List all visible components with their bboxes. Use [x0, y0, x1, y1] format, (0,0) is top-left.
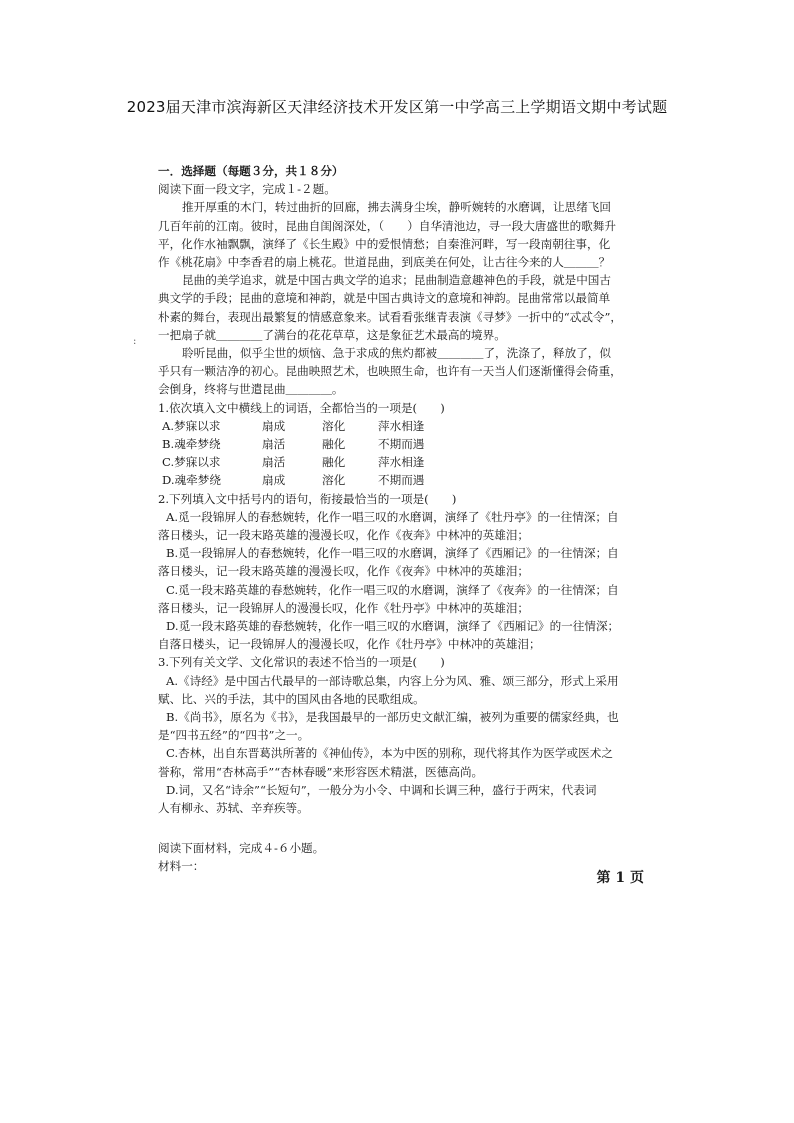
option-cell: 不期而遇 [378, 473, 425, 488]
question-2 [158, 490, 644, 654]
passage-line: 一把扇子就＿＿＿＿了满台的花花草草，这是象征艺术最高的境界。 [158, 327, 506, 342]
option-cell: 溶化 [322, 473, 346, 488]
option-cell: B.魂牵梦绕 [162, 437, 221, 452]
passage [158, 198, 644, 398]
option-cell: C.梦寐以求 [162, 455, 221, 470]
option-row-a [158, 417, 644, 435]
option-row-b [158, 435, 644, 453]
passage-line: 平，化作水袖飘飘，演绎了《长生殿》中的爱恨情愁；自秦淮河畔，写一段南朝往事，化 [158, 236, 611, 251]
reading-instruction-2: 阅读下面材料，完成４-６小题。 [158, 841, 325, 856]
option-cell: 萍水相逢 [378, 418, 425, 433]
option-row-d [158, 471, 644, 489]
passage-line: 昆曲的美学追求，就是中国古典文学的追求；昆曲制造意趣神色的手段，就是中国古 [182, 273, 611, 288]
question-stem: 2.下列填入文中括号内的语句，衔接最恰当的一项是( ) [158, 491, 457, 506]
material-label: 材料一： [158, 859, 205, 874]
passage-line: 乎只有一颗洁净的初心。昆曲映照艺术，也映照生命，也许有一天当人们逐渐懂得会倚重， [158, 364, 622, 379]
passage-line: 聆听昆曲，似乎尘世的烦恼、急于求成的焦灼都被＿＿＿＿了，洗涤了，释放了，似 [182, 346, 611, 361]
passage-line: 朴素的舞台，表现出最繁复的情感意象来。试看看张继青表演《寻梦》一折中的“忒忒令”， [158, 309, 623, 324]
option-line: 落日楼头，记一段末路英雄的漫漫长叹，化作《夜奔》中林冲的英雄泪； [158, 528, 530, 542]
option-row-c [158, 453, 644, 471]
question-1 [158, 399, 644, 490]
option-line: D.觅一段末路英雄的春愁婉转，化作一唱三叹的水磨调，演绎了《西厢记》的一往情深； [166, 619, 620, 634]
document-title: 2023届天津市滨海新区天津经济技术开发区第一中学高三上学期语文期中考试题 [126, 98, 668, 116]
option-line: D.词，又名“诗余”“长短句”，一般分为小令、中调和长调三种，盛行于两宋，代表词 [166, 782, 597, 797]
option-cell: 扇活 [262, 437, 286, 452]
section-heading: 一．选择题（每题３分，共１８分） [158, 164, 344, 178]
option-cell: D.魂牵梦绕 [162, 473, 221, 488]
spacer [158, 817, 644, 839]
passage-line: 作《桃花扇》中李香君的扇上桃花。世道昆曲，到底美在何处，让古往今来的人＿＿＿？ [158, 255, 611, 270]
exam-content [158, 162, 644, 876]
option-line: A.觅一段锦屏人的春愁婉转，化作一唱三叹的水磨调，演绎了《牡丹亭》的一往情深；自 [166, 509, 619, 524]
option-line: 是“四书五经”的“四书”之一。 [158, 728, 310, 743]
option-cell: 融化 [322, 437, 346, 452]
option-line: 誉称，常用“杏林高手”“杏林春暖”来形容医术精湛，医德高尚。 [158, 764, 484, 779]
option-cell: 不期而遇 [378, 437, 425, 452]
question-stem: 1.依次填入文中横线上的词语，全都恰当的一项是( ) [158, 400, 445, 415]
scan-mark: : [133, 336, 137, 347]
passage-line: 几百年前的江南。彼时，昆曲自闺阁深处，（ ）自华清池边，寻一段大唐盛世的歌舞升 [158, 218, 616, 233]
question-3 [158, 653, 644, 817]
passage-line: 会倒身，终将与世遣昆曲＿＿＿＿。 [158, 382, 344, 397]
option-cell: A.梦寐以求 [162, 418, 221, 433]
option-cell: 扇活 [262, 455, 286, 470]
option-line: C.杏林，出自东晋葛洪所著的《神仙传》，本为中医的别称，现代将其作为医学或医术之 [166, 746, 613, 761]
option-line: 落日楼头，记一段锦屏人的漫漫长叹，化作《牡丹亭》中林冲的英雄泪； [158, 600, 530, 615]
option-cell: 溶化 [322, 418, 346, 433]
option-line: B.《尚书》，原名为《书》，是我国最早的一部历史文献汇编，被列为重要的儒家经典，也 [166, 710, 619, 725]
passage-line: 推开厚重的木门，转过曲折的回廊，拂去满身尘埃，静听婉转的水磨调，让思绪飞回 [182, 200, 611, 215]
reading-instruction: 阅读下面一段文字，完成１-２题。 [158, 182, 336, 197]
option-cell: 扇成 [262, 418, 286, 433]
option-cell: 萍水相逢 [378, 455, 425, 470]
passage-line: 典文学的手段；昆曲的意境和神韵，就是中国古典诗文的意境和神韵。昆曲常常以最简单 [158, 291, 611, 306]
option-line: 赋、比、兴的手法，其中的国风由各地的民歌组成。 [158, 691, 425, 706]
option-line: B.觅一段锦屏人的春愁婉转，化作一唱三叹的水磨调，演绎了《西厢记》的一往情深；自 [166, 546, 619, 561]
page-number: 第 1 页 [596, 870, 644, 886]
option-line: A.《诗经》是中国古代最早的一部诗歌总集，内容上分为风、雅、颂三部分，形式上采用 [166, 673, 619, 688]
option-cell: 融化 [322, 455, 346, 470]
option-line: 人有柳永、苏轼、辛弃疾等。 [158, 801, 309, 816]
option-line: C.觅一段末路英雄的春愁婉转，化作一唱三叹的水磨调，演绎了《夜奔》的一往情深；自 [166, 582, 619, 597]
option-line: 自落日楼头，记一段锦屏人的漫漫长叹，化作《牡丹亭》中林冲的英雄泪； [158, 637, 541, 652]
question-stem: 3.下列有关文学、文化常识的表述不恰当的一项是( ) [158, 655, 445, 670]
option-line: 落日楼头，记一段末路英雄的漫漫长叹，化作《夜奔》中林冲的英雄泪； [158, 564, 530, 579]
option-cell: 扇成 [262, 473, 286, 488]
